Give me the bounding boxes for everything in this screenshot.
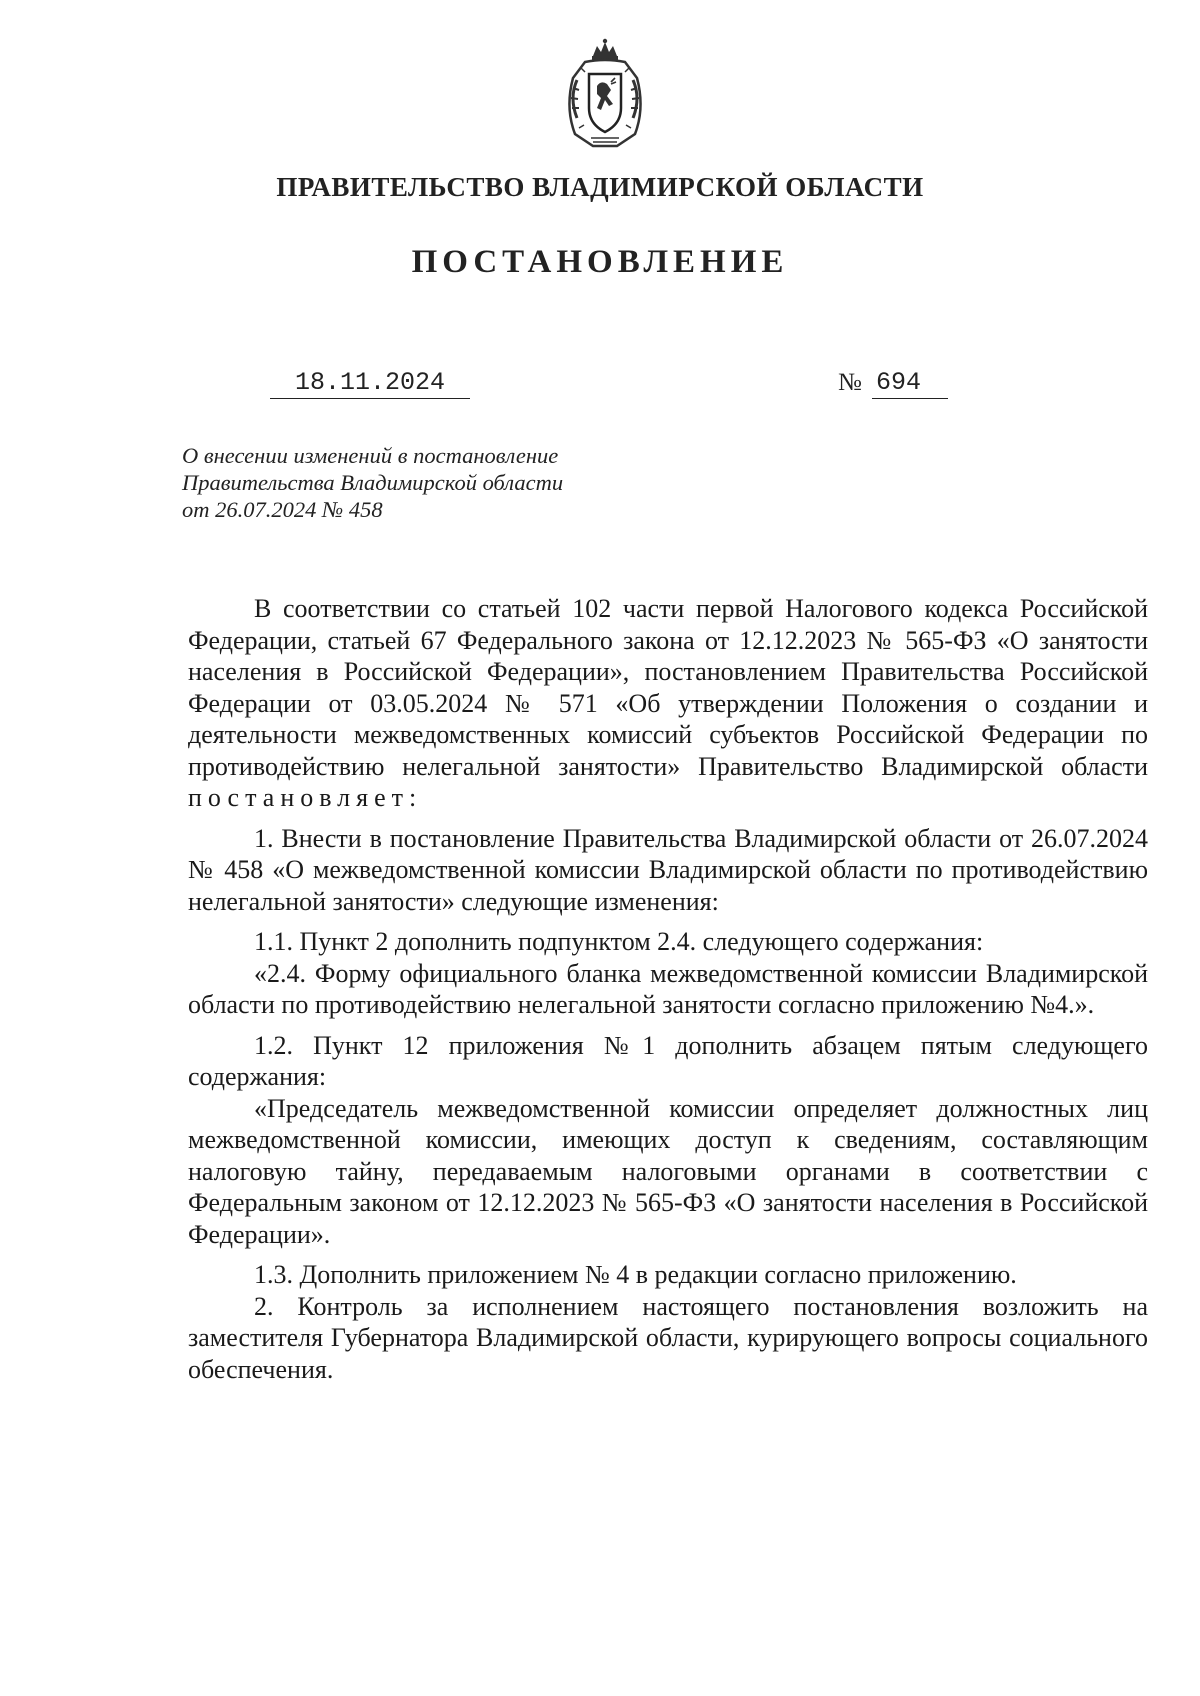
clause-1-1-quote: «2.4. Форму официального бланка межведомственной комиссии Владимирской области по противодействию нелегальной занятости согласно приложению №4.». xyxy=(188,958,1148,1019)
clause-1-2: 1.2. Пункт 12 приложения №1 дополнить абзацем пятым следующего содержания: xyxy=(188,1030,1148,1091)
document-type-title: ПОСТАНОВЛЕНИЕ xyxy=(411,244,789,280)
document-subject xyxy=(182,442,642,523)
number-sign: № xyxy=(838,369,862,396)
subject-line: от 26.07.2024 № 458 xyxy=(182,497,383,522)
document-date: 18.11.2024 xyxy=(270,368,470,399)
organization-title: ПРАВИТЕЛЬСТВО ВЛАДИМИРСКОЙ ОБЛАСТИ xyxy=(276,172,924,202)
subject-line: Правительства Владимирской области xyxy=(182,470,564,495)
clause-2: 2. Контроль за исполнением настоящего постановления возложить на заместителя Губернатора Владимирской области, курирующего вопросы социального обеспечения. xyxy=(188,1291,1148,1384)
subject-line: О внесении изменений в постановление xyxy=(182,443,559,468)
document-body xyxy=(188,593,1148,1385)
preamble-paragraph xyxy=(188,593,1148,814)
coat-of-arms-icon xyxy=(555,38,655,156)
clause-1: 1. Внести в постановление Правительства Владимирской области от 26.07.2024 № 458 «О межведомственной комиссии Владимирской области по противодействию нелегальной занятости» следующие изменения: xyxy=(188,823,1148,916)
decree-word: постановляет: xyxy=(188,783,423,812)
clause-1-3: 1.3. Дополнить приложением № 4 в редакции согласно приложению. xyxy=(254,1260,1017,1289)
preamble-text: В соответствии со статьей 102 части первой Налогового кодекса Российской Федерации, статьей 67 Федерального закона от 12.12.2023 № 565-ФЗ «О занятости населения в Российской Федерации», постановлением Правительства Российской Федерации от 03.05.2024 № 571 «Об утверждении Положения о создании и деятельности межведомственных комиссий субъектов Российской Федерации по противодействию нелегальной занятости» Правительство Владимирской области xyxy=(188,594,1148,781)
document-number: 694 xyxy=(872,368,948,399)
clause-1-2-quote: «Председатель межведомственной комиссии определяет должностных лиц межведомственной комиссии, имеющих доступ к сведениям, составляющим налоговую тайну, передаваемым налоговыми органами в соответствии с Федеральным законом от 12.12.2023 № 565-ФЗ «О занятости населения в Российской Федерации». xyxy=(188,1093,1148,1249)
clause-1-1: 1.1. Пункт 2 дополнить подпунктом 2.4. следующего содержания: xyxy=(254,927,984,956)
